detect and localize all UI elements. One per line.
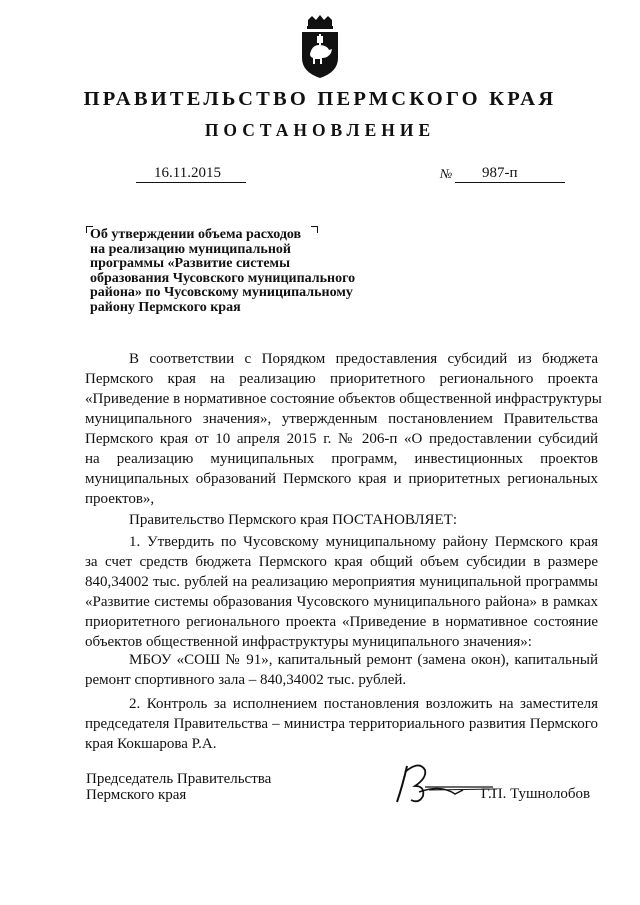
item-1-paragraph: [85, 532, 598, 652]
text-line: 2. Контроль за исполнением постановления возложить на заместителя: [129, 696, 598, 712]
position-line: Пермского края: [86, 787, 187, 803]
signatory-name: Г.П. Тушнолобов: [481, 786, 591, 802]
item-2-paragraph: [85, 694, 598, 754]
item-1-detail: [85, 650, 598, 690]
text-line: ремонт спортивного зала – 840,34002 тыс. рублей.: [85, 672, 407, 688]
subject-line: на реализацию муниципальной: [90, 241, 291, 257]
government-title: ПРАВИТЕЛЬСТВО ПЕРМСКОГО КРАЯ: [83, 88, 557, 110]
number-label: №: [440, 166, 453, 181]
text-line: за счет средств бюджета Пермского края общий объем субсидии в размере: [85, 554, 598, 570]
text-line: председателя Правительства – министра территориального развития Пермского: [85, 716, 598, 732]
text-line: Пермского края на реализацию приоритетного регионального проекта: [85, 371, 598, 387]
text-line: муниципального значения», утвержденным постановлением Правительства: [85, 411, 598, 427]
document-number: 987-п: [455, 164, 565, 183]
document-date: 16.11.2015: [136, 164, 246, 183]
text-line: МБОУ «СОШ № 91», капитальный ремонт (замена окон), капитальный: [129, 652, 598, 668]
text-line: 1. Утвердить по Чусовскому муниципальному району Пермского края: [129, 534, 598, 550]
text-line: «Развитие системы образования Чусовского муниципального района» в рамках: [85, 594, 598, 610]
document-type: ПОСТАНОВЛЕНИЕ: [204, 120, 436, 140]
text-line: края Кокшарова Р.А.: [85, 736, 217, 752]
document-subject: [90, 228, 390, 315]
text-line: на реализацию муниципальных программ, инвестиционных проектов: [85, 451, 598, 467]
text-line: объектов общественной инфраструктуры муниципального значения»:: [85, 634, 532, 650]
text-line: муниципальных образований Пермского края и приоритетных региональных: [85, 471, 598, 487]
text-line: Правительство Пермского края ПОСТАНОВЛЯЕТ:: [129, 512, 458, 528]
signatory-position: [86, 771, 271, 803]
text-line: приоритетного регионального проекта «Приведение в нормативное состояние: [85, 614, 598, 630]
subject-line: району Пермского края: [90, 299, 241, 315]
coat-of-arms-icon: [298, 14, 342, 80]
text-line: 840,34002 тыс. рублей на реализацию мероприятия муниципальной программы: [85, 574, 598, 590]
text-line: проектов»,: [85, 491, 155, 507]
text-line: «Приведение в нормативное состояние объектов общественной инфраструктуры: [85, 391, 602, 407]
subject-line: района» по Чусовскому муниципальному: [90, 285, 353, 300]
text-line: Пермского края от 10 апреля 2015 г. № 206-п «О предоставлении субсидий: [85, 431, 598, 447]
text-line: В соответствии с Порядком предоставления субсидий из бюджета: [129, 351, 598, 367]
decree-line: [85, 510, 598, 530]
preamble-paragraph: [85, 349, 602, 509]
subject-line: образования Чусовского муниципального: [90, 270, 356, 286]
subject-line: Об утверждении объема расходов: [90, 227, 302, 242]
subject-line: программы «Развитие системы: [90, 256, 291, 271]
position-line: Председатель Правительства: [86, 771, 272, 787]
